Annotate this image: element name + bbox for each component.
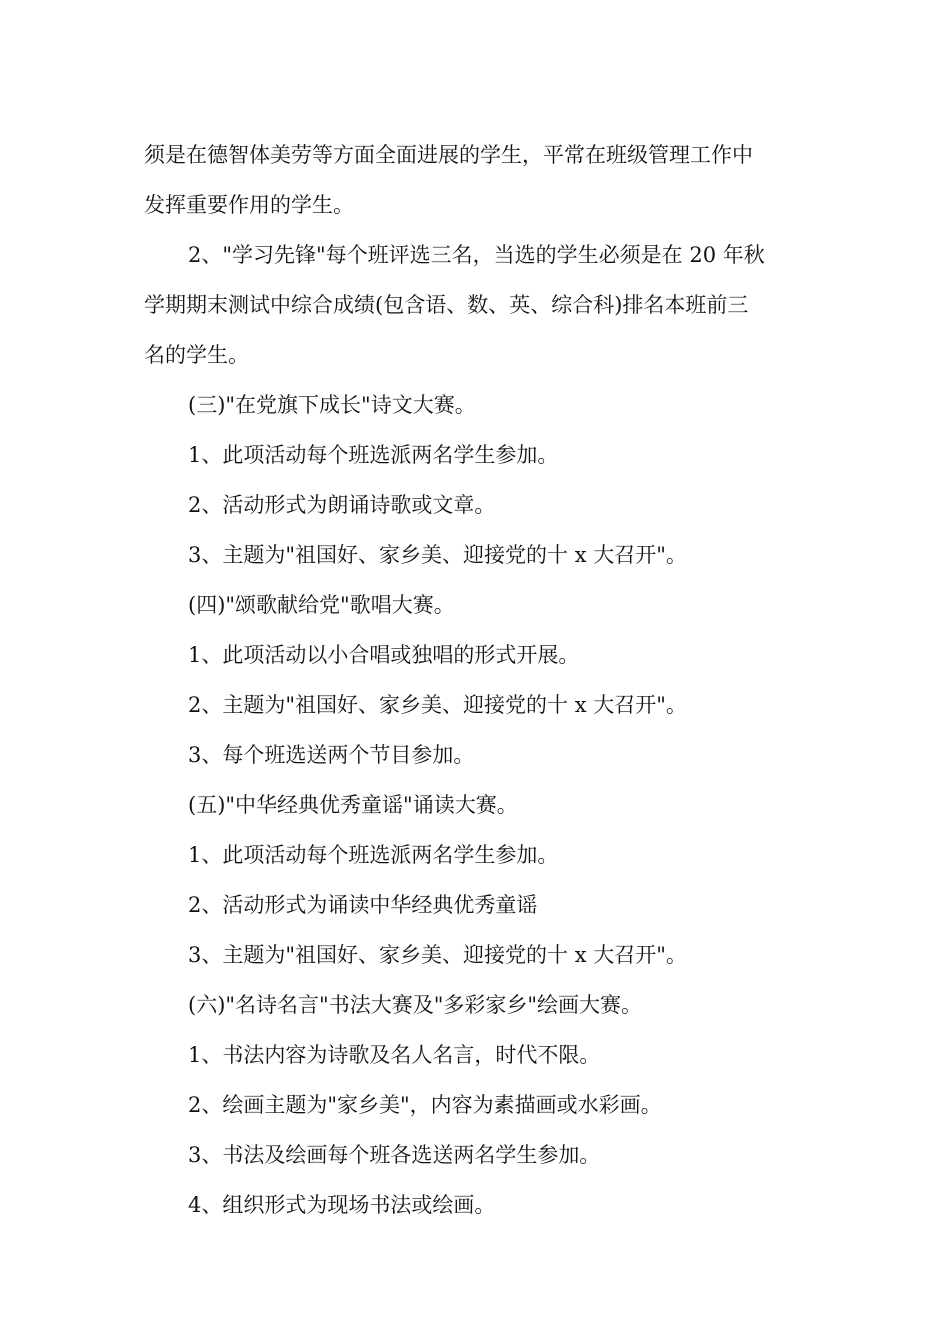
text-line: 4、组织形式为现场书法或绘画。 <box>188 1193 496 1217</box>
text-line: 3、每个班选送两个节目参加。 <box>188 743 475 767</box>
text-line: 发挥重要作用的学生。 <box>144 193 354 217</box>
text-line: 1、此项活动每个班选派两名学生参加。 <box>188 843 559 867</box>
document-body <box>144 130 816 1230</box>
text-line: 2、"学习先锋"每个班评选三名，当选的学生必须是在 20 年秋 <box>188 243 765 267</box>
text-line: 1、此项活动每个班选派两名学生参加。 <box>188 443 559 467</box>
text-line: 2、活动形式为朗诵诗歌或文章。 <box>188 493 496 517</box>
text-line: 2、活动形式为诵读中华经典优秀童谣 <box>188 893 538 917</box>
text-line: 学期期末测试中综合成绩(包含语、数、英、综合科)排名本班前三 <box>144 293 749 317</box>
section-heading: (五)"中华经典优秀童谣"诵读大赛。 <box>188 793 518 817</box>
section-heading: (三)"在党旗下成长"诗文大赛。 <box>188 393 476 417</box>
text-line: 1、书法内容为诗歌及名人名言，时代不限。 <box>188 1043 601 1067</box>
text-line: 1、此项活动以小合唱或独唱的形式开展。 <box>188 643 580 667</box>
text-line: 2、主题为"祖国好、家乡美、迎接党的十 x 大召开"。 <box>188 693 687 717</box>
text-line: 2、绘画主题为"家乡美"，内容为素描画或水彩画。 <box>188 1093 662 1117</box>
text-line: 须是在德智体美劳等方面全面进展的学生，平常在班级管理工作中 <box>144 143 753 167</box>
section-heading: (四)"颂歌献给党"歌唱大赛。 <box>188 593 455 617</box>
text-line: 3、主题为"祖国好、家乡美、迎接党的十 x 大召开"。 <box>188 543 687 567</box>
text-line: 3、书法及绘画每个班各选送两名学生参加。 <box>188 1143 601 1167</box>
text-line: 3、主题为"祖国好、家乡美、迎接党的十 x 大召开"。 <box>188 943 687 967</box>
text-line: 名的学生。 <box>144 343 249 367</box>
section-heading: (六)"名诗名言"书法大赛及"多彩家乡"绘画大赛。 <box>188 993 643 1017</box>
